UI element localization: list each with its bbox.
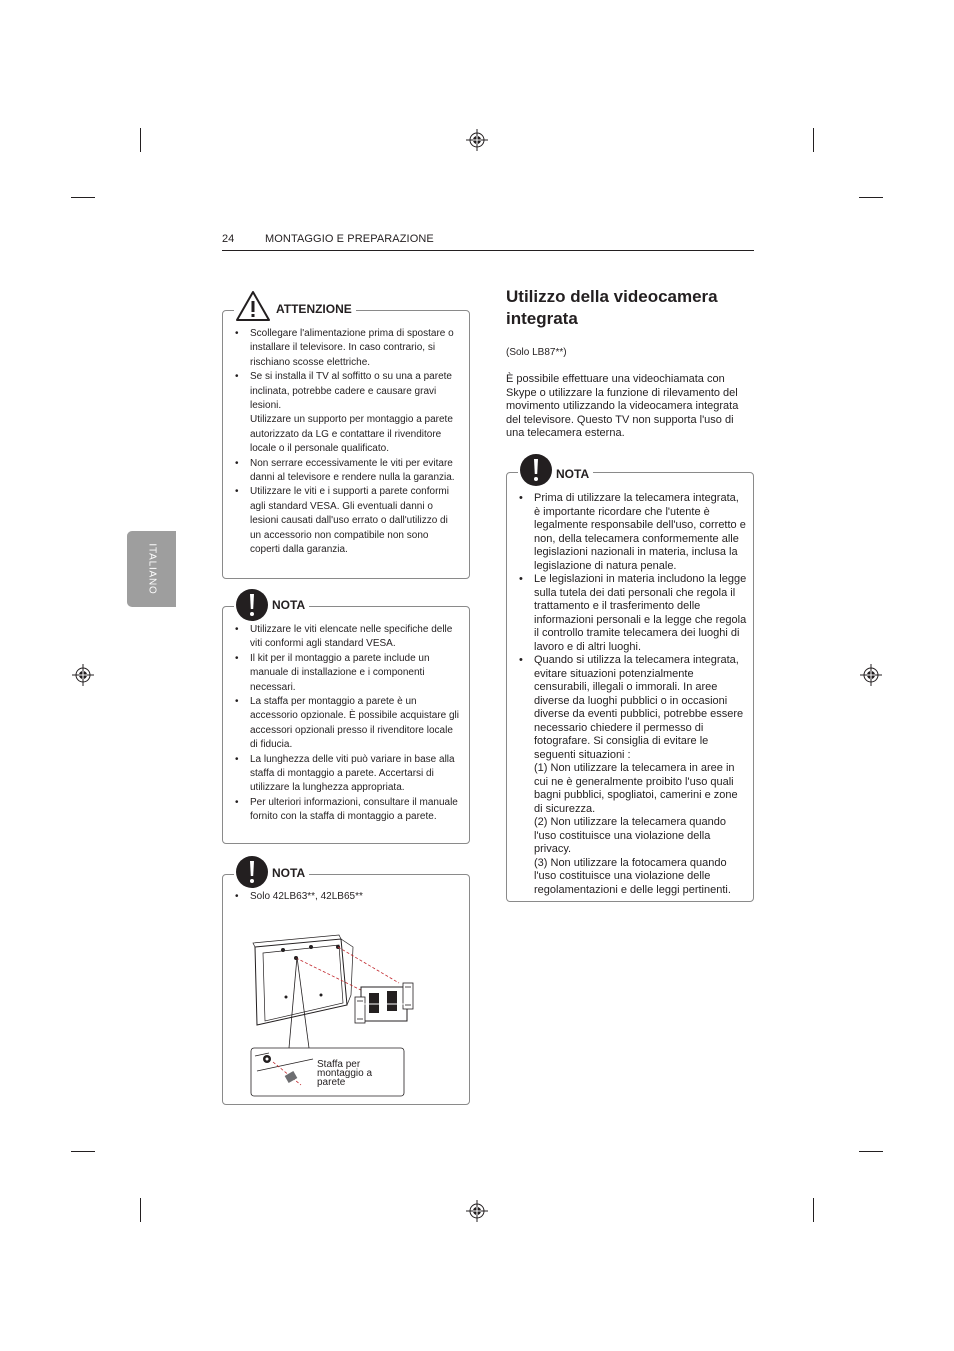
note-box-diagram — [222, 874, 470, 1105]
note-box — [222, 606, 470, 844]
crop-mark — [140, 1198, 141, 1222]
crop-mark — [813, 1198, 814, 1222]
crop-mark — [71, 1151, 95, 1152]
language-tab — [127, 531, 176, 607]
list-item: • Solo 42LB63**, 42LB65** — [223, 890, 459, 904]
list-item: • La staffa per montaggio a parete è un accessorio opzionale. È possibile acquistare gli accessori opzionali presso il rivenditore locale di fiducia. — [223, 695, 459, 753]
intro-paragraph: È possibile effettuare una videochiamata con Skype o utilizzare la funzione di rilevamento del movimento utilizzando la videocamera integrata del televisore. Questo TV non supporta l'uso di una telecamera esterna. — [506, 373, 739, 439]
note-list — [223, 623, 459, 825]
note-list — [223, 890, 459, 904]
note-exclamation-icon — [234, 588, 270, 622]
list-item-subtext: (1) Non utilizzare la telecamera in aree in cui ne è generalmente proibito l'uso quali bagni pubblici, spogliatoi, camerini e zone di sicurezza. — [534, 762, 738, 815]
section-header: MONTAGGIO E PREPARAZIONE — [265, 233, 434, 245]
list-item-text: Se si installa il TV al soffitto o su una a parete inclinata, potrebbe cadere e causare gravi lesioni. — [250, 371, 452, 412]
section-heading-line1: Utilizzo della videocamera — [506, 287, 718, 306]
crop-mark — [813, 128, 814, 152]
tv-back-outline — [255, 939, 347, 1025]
section-heading — [506, 286, 756, 330]
registration-mark-icon — [466, 129, 488, 151]
section-heading-line2: integrata — [506, 309, 578, 328]
bracket-label-line3: parete — [317, 1077, 346, 1088]
list-item: • Utilizzare le viti elencate nelle specifiche delle viti conformi agli standard VESA. — [223, 623, 459, 652]
note-title: NOTA — [268, 598, 309, 612]
bracket-label-line1: Staffa per — [317, 1059, 361, 1070]
list-item: • Utilizzare le viti e i supporti a parete conformi agli standard VESA. Gli eventuali danni o lesioni causati dall'uso errato o dall'utilizzo di un accessorio non compatibile non sono coperti dalla garanzia. — [223, 485, 459, 557]
tv-mount-hole — [285, 996, 288, 999]
list-item — [223, 370, 459, 456]
header-divider — [222, 250, 754, 251]
list-item: • La lunghezza delle viti può variare in base alla staffa di montaggio a parete. Accertarsi di utilizzare la lunghezza appropriata. — [223, 753, 459, 796]
registration-mark-icon — [72, 664, 94, 686]
caution-box — [222, 310, 470, 579]
note-exclamation-icon — [234, 855, 270, 889]
bracket-label-line2: montaggio a — [317, 1068, 373, 1079]
list-item: • Le legislazioni in materia includono la legge sulla tutela dei dati personali che regola il trattamento e il trasferimento delle informazioni personali e la legge che regola il controllo tramite telecamera dei luoghi di lavoro e di altri luoghi. — [507, 573, 747, 654]
list-item-subtext: (2) Non utilizzare la telecamera quando l'uso costituisce una violazione della privacy. — [534, 816, 726, 855]
list-item-text: Quando si utilizza la telecamera integrata, evitare situazioni potenzialmente censurabili, illegali o immorali. In aree diverse da luoghi pubblici o in occasioni diverse da eventi pubblici, potrebbe essere necessario chiedere il permesso di fotografare. Si consiglia di evitare le seguenti situazioni : — [534, 654, 744, 761]
alignment-line — [338, 947, 399, 983]
note-exclamation-icon — [518, 453, 554, 487]
list-item: • Per ulteriori informazioni, consultare il manuale fornito con la staffa di montaggio a parete. — [223, 796, 459, 825]
note-box-camera — [506, 472, 754, 902]
registration-mark-icon — [466, 1200, 488, 1222]
page-number: 24 — [222, 233, 235, 245]
list-item-subtext: Utilizzare un supporto per montaggio a parete autorizzato da LG e contattare il rivenditore locale o il personale qualificato. — [250, 414, 453, 455]
list-item: • Prima di utilizzare la telecamera integrata, è importante ricordare che l'utente è legalmente responsabile dell'uso, corretto e non, della telecamera conformemente alle legislazioni nazionali in materia, inclusa la legislazione di natura penale. — [507, 492, 747, 573]
list-item: • Il kit per il montaggio a parete include un manuale di installazione e i componenti necessari. — [223, 652, 459, 695]
note-title: NOTA — [268, 866, 309, 880]
crop-mark — [859, 1151, 883, 1152]
caution-list — [223, 327, 459, 558]
language-tab-label: ITALIANO — [146, 543, 157, 595]
crop-mark — [140, 128, 141, 152]
tv-mount-hole — [320, 994, 323, 997]
list-item — [507, 654, 747, 897]
list-item-subtext: (3) Non utilizzare la fotocamera quando l'uso costituisce una violazione delle regolamentazioni e delle leggi pertinenti. — [534, 856, 731, 896]
note-list — [507, 492, 747, 897]
warning-triangle-icon — [234, 290, 272, 322]
wall-mount-diagram — [249, 925, 444, 1100]
tv-mount-hole — [309, 945, 313, 949]
registration-mark-icon — [860, 664, 882, 686]
model-note: (Solo LB87**) — [506, 347, 567, 358]
caution-title: ATTENZIONE — [272, 302, 356, 316]
crop-mark — [859, 197, 883, 198]
wall-bracket — [355, 983, 413, 1023]
tv-mount-hole — [281, 948, 285, 952]
list-item: • Scollegare l'alimentazione prima di spostare o installare il televisore. In caso contrario, si rischiano scosse elettriche. — [223, 327, 459, 370]
crop-mark — [71, 197, 95, 198]
note-title: NOTA — [552, 467, 593, 481]
list-item: • Non serrare eccessivamente le viti per evitare danni al televisore e rendere nulla la garanzia. — [223, 457, 459, 486]
